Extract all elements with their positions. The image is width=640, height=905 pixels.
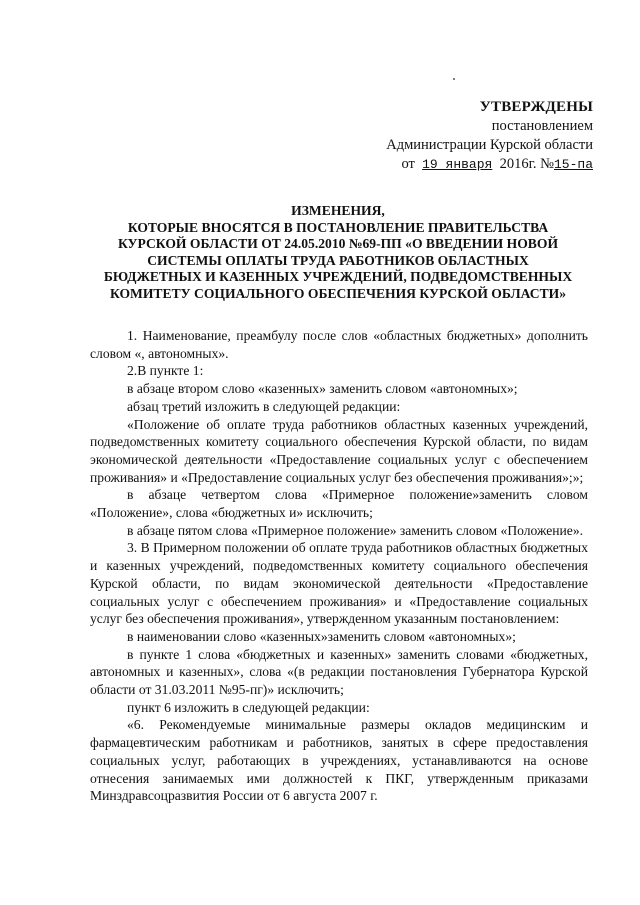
number-handwritten: 15-па — [553, 157, 593, 172]
title-line: БЮДЖЕТНЫХ И КАЗЕННЫХ УЧРЕЖДЕНИЙ, ПОДВЕДОМСТВЕННЫХ — [103, 269, 573, 284]
paragraph: 1. Наименование, преамбулу после слов «областных бюджетных» дополнить словом «, автономных». — [90, 328, 588, 361]
paragraph: «Положение об оплате труда работников областных казенных учреждений, подведомственных комитету социального обеспечения Курской области, по видам экономической деятельности «Предоставление социальных услуг с обеспечением проживания» и «Предоставление социальных услуг без обеспечения проживания»;»; — [90, 416, 588, 485]
paragraph: в абзаце пятом слова «Примерное положение» заменить словом «Положение». — [127, 522, 584, 538]
approval-heading: УТВЕРЖДЕНЫ — [479, 99, 593, 115]
title-line: КОМИТЕТУ СОЦИАЛЬНОГО ОБЕСПЕЧЕНИЯ КУРСКОЙ ОБЛАСТИ» — [109, 285, 567, 301]
paragraph: пункт 6 изложить в следующей редакции: — [127, 699, 370, 715]
date-handwritten: 19 января — [422, 157, 493, 172]
approval-line-administration: Администрации Курской области — [386, 137, 593, 153]
paragraph: 2.В пункте 1: — [127, 363, 204, 379]
title-line: КУРСКОЙ ОБЛАСТИ ОТ 24.05.2010 №69-ПП «О ВВЕДЕНИИ НОВОЙ — [117, 236, 559, 251]
approval-block — [386, 98, 593, 174]
approval-line-resolution: постановлением — [491, 118, 593, 134]
date-prefix: от — [401, 156, 415, 172]
paragraph: в пункте 1 слова «бюджетных и казенных» заменить словами «бюджетных, автономных и казенных», слова «(в редакции постановления Губернатора Курской области от 31.03.2011 №95-пг)» исключить; — [90, 646, 588, 698]
title-line: ИЗМЕНЕНИЯ, — [291, 203, 385, 218]
document-title — [88, 203, 588, 302]
date-suffix: 2016г. № — [499, 156, 554, 172]
document-body — [90, 327, 588, 805]
paragraph: в абзаце четвертом слова «Примерное положение»заменить словом «Положение», слова «бюджетных и» исключить; — [90, 487, 588, 521]
paragraph: абзац третий изложить в следующей редакции: — [127, 398, 401, 414]
paragraph: 3. В Примерном положении об оплате труда работников областных бюджетных и казенных учреждений, подведомственных комитету социального обеспечения Курской области, по видам экономической деятельности «Предоставление социальных услуг с обеспечением проживания» и «Предоставление социальных услуг без обеспечения проживания», утвержденном указанным постановлением: — [90, 540, 588, 627]
paragraph: в абзаце втором слово «казенных» заменить словом «автономных»; — [127, 381, 518, 397]
title-line: СИСТЕМЫ ОПЛАТЫ ТРУДА РАБОТНИКОВ ОБЛАСТНЫХ — [147, 252, 529, 268]
title-line: КОТОРЫЕ ВНОСЯТСЯ В ПОСТАНОВЛЕНИЕ ПРАВИТЕЛЬСТВА — [127, 219, 549, 235]
approval-date-line — [386, 155, 593, 174]
scan-speck — [453, 78, 455, 80]
paragraph: в наименовании слово «казенных»заменить словом «автономных»; — [127, 628, 516, 644]
paragraph: «6. Рекомендуемые минимальные размеры окладов медицинским и фармацевтическим работникам и работников, занятых в сфере предоставления социальных услуг, работающих в учреждениях, устанавливаются на основе отнесения занимаемых ими должностей к ПКГ, утвержденным приказами Минздравсоцразвития России от 6 августа 2007 г. — [90, 717, 588, 804]
